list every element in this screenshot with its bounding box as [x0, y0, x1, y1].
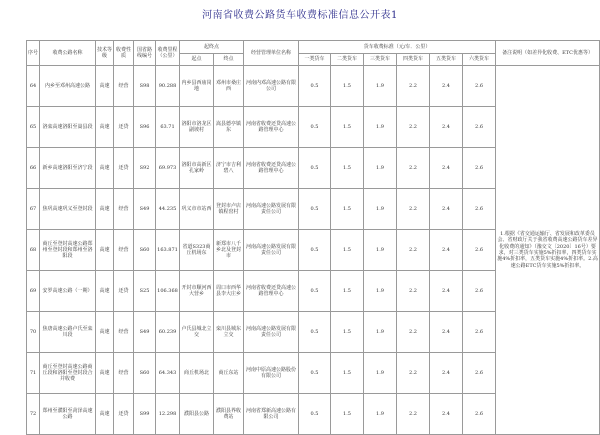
- header-standard: 货车收费标准（元/车．公里）: [299, 41, 496, 54]
- row-rate-class-4: 2.2: [397, 230, 430, 271]
- row-end-point: 济宁市吉利碧八: [214, 148, 244, 189]
- row-rate-class-1: 0.5: [299, 353, 331, 394]
- row-mileage: 12.298: [156, 394, 180, 435]
- row-rate-class-3: 1.9: [364, 230, 397, 271]
- header-class-5: 五类货车: [430, 54, 463, 66]
- row-operator: 河南省收费还贷高速公路管理中心: [244, 271, 299, 312]
- row-rate-class-2: 1.5: [331, 66, 364, 107]
- row-seq: 70: [27, 312, 40, 353]
- row-mileage: 90.288: [156, 66, 180, 107]
- row-rate-class-3: 1.9: [364, 271, 397, 312]
- row-end-point: 登封市卢店镇程窑村: [214, 189, 244, 230]
- row-mileage: 60.239: [156, 312, 180, 353]
- row-route-code: S49: [134, 189, 156, 230]
- row-rate-class-6: 2.6: [463, 312, 496, 353]
- row-rate-class-3: 1.9: [364, 66, 397, 107]
- header-start-end: 起终点: [180, 41, 244, 54]
- row-route-code: S99: [134, 394, 156, 435]
- row-toll-type: 经营: [114, 312, 134, 353]
- row-operator: 河南内邓高速公路有限公司: [244, 66, 299, 107]
- row-rate-class-4: 2.2: [397, 66, 430, 107]
- row-operator: 河南高速公路发展有限责任公司: [244, 312, 299, 353]
- row-rate-class-3: 1.9: [364, 189, 397, 230]
- row-toll-type: 还贷: [114, 271, 134, 312]
- row-tech-grade: 高速: [96, 107, 114, 148]
- header-tech-grade: 技术等级: [96, 41, 114, 66]
- header-class-2: 二类货车: [331, 54, 364, 66]
- row-rate-class-2: 1.5: [331, 107, 364, 148]
- row-tech-grade: 高速: [96, 353, 114, 394]
- row-rate-class-2: 1.5: [331, 312, 364, 353]
- row-end-point: 邓州市桑庄西: [214, 66, 244, 107]
- row-end-point: 商丘东站: [214, 353, 244, 394]
- header-class-1: 一类货车: [299, 54, 331, 66]
- row-operator: 河南高速公路发展有限责任公司: [244, 189, 299, 230]
- row-start-point: 洛阳市高新区孔家岭: [180, 148, 214, 189]
- row-tech-grade: 高速: [96, 394, 114, 435]
- row-rate-class-2: 1.5: [331, 189, 364, 230]
- toll-standard-table: [26, 40, 600, 435]
- row-rate-class-5: 2.4: [430, 312, 463, 353]
- row-toll-type: 还贷: [114, 148, 134, 189]
- row-rate-class-1: 0.5: [299, 189, 331, 230]
- row-seq: 67: [27, 189, 40, 230]
- row-rate-class-4: 2.2: [397, 353, 430, 394]
- row-rate-class-1: 0.5: [299, 394, 331, 435]
- row-road-name: 新乡高速洛阳至济宁段: [40, 148, 96, 189]
- row-road-name: 商丘至登封高速公路商丘段和洛阳至登封段合并收费: [40, 353, 96, 394]
- row-rate-class-5: 2.4: [430, 394, 463, 435]
- row-rate-class-1: 0.5: [299, 230, 331, 271]
- row-rate-class-5: 2.4: [430, 148, 463, 189]
- row-road-name: 商丘至登封高速公路郑州至登封段和郑州至洛阳段: [40, 230, 96, 271]
- row-rate-class-1: 0.5: [299, 271, 331, 312]
- row-seq: 71: [27, 353, 40, 394]
- row-rate-class-5: 2.4: [430, 107, 463, 148]
- row-road-name: 焦唐高速公路卢氏至栾川段: [40, 312, 96, 353]
- row-start-point: 濮阳县公路: [180, 394, 214, 435]
- row-tech-grade: 高速: [96, 230, 114, 271]
- row-toll-type: 经营: [114, 353, 134, 394]
- row-road-name: 郑州至濮阳至菏泽高速公路: [40, 394, 96, 435]
- row-route-code: S92: [134, 148, 156, 189]
- row-seq: 64: [27, 66, 40, 107]
- row-rate-class-4: 2.2: [397, 271, 430, 312]
- row-seq: 65: [27, 107, 40, 148]
- table-row: [27, 66, 600, 107]
- row-rate-class-5: 2.4: [430, 353, 463, 394]
- row-route-code: S25: [134, 271, 156, 312]
- row-rate-class-4: 2.2: [397, 189, 430, 230]
- row-rate-class-3: 1.9: [364, 107, 397, 148]
- row-end-point: 栾川县城东立交: [214, 312, 244, 353]
- row-rate-class-1: 0.5: [299, 107, 331, 148]
- row-rate-class-6: 2.6: [463, 230, 496, 271]
- table-body: [27, 66, 600, 435]
- row-rate-class-6: 2.6: [463, 66, 496, 107]
- row-seq: 72: [27, 394, 40, 435]
- row-rate-class-3: 1.9: [364, 353, 397, 394]
- page-title: 河南省收费公路货车收费标准信息公开表1: [202, 10, 398, 21]
- row-toll-type: 还贷: [114, 394, 134, 435]
- header-seq: 序号: [27, 41, 40, 66]
- row-tech-grade: 高速: [96, 66, 114, 107]
- row-route-code: S60: [134, 230, 156, 271]
- row-tech-grade: 高速: [96, 271, 114, 312]
- row-rate-class-2: 1.5: [331, 353, 364, 394]
- notes-cell: 1.根据《省交通运输厅、省发展和改革委员会、省财政厅关于我省收费高速公路货车差异化收费的通知》（豫交文〔2020〕16号）要求，对三类货车实施5%折扣率，四类货车实施4%折扣率，五类货车实施4%折扣率。2.高速公路ETC货车实施5%折扣率。: [496, 66, 600, 435]
- row-rate-class-6: 2.6: [463, 394, 496, 435]
- row-tech-grade: 高速: [96, 189, 114, 230]
- row-rate-class-3: 1.9: [364, 148, 397, 189]
- row-rate-class-6: 2.6: [463, 271, 496, 312]
- row-start-point: 开封市顺河西大营乡: [180, 271, 214, 312]
- header-start: 起点: [180, 54, 214, 66]
- header-mileage: 收费里程（公里）: [156, 41, 180, 66]
- row-rate-class-1: 0.5: [299, 66, 331, 107]
- row-road-name: 安罗高速公路（一期）: [40, 271, 96, 312]
- header-class-6: 六类货车: [463, 54, 496, 66]
- row-end-point: 周口市西华县李大庄乡: [214, 271, 244, 312]
- row-rate-class-5: 2.4: [430, 230, 463, 271]
- row-operator: 河南高速公路发展有限责任公司: [244, 230, 299, 271]
- row-toll-type: 经营: [114, 230, 134, 271]
- row-mileage: 106.368: [156, 271, 180, 312]
- row-route-code: S49: [134, 312, 156, 353]
- row-rate-class-4: 2.2: [397, 107, 430, 148]
- header-class-3: 三类货车: [364, 54, 397, 66]
- row-rate-class-6: 2.6: [463, 107, 496, 148]
- row-seq: 69: [27, 271, 40, 312]
- row-rate-class-4: 2.2: [397, 312, 430, 353]
- row-operator: 河南中原高速公路股份有限公司: [244, 353, 299, 394]
- row-operator: 河南省收费还贷高速公路管理中心: [244, 107, 299, 148]
- row-rate-class-3: 1.9: [364, 394, 397, 435]
- row-rate-class-6: 2.6: [463, 148, 496, 189]
- row-route-code: S96: [134, 107, 156, 148]
- row-tech-grade: 高速: [96, 148, 114, 189]
- header-road-name: 收费公路名称: [40, 41, 96, 66]
- row-end-point: 濮阳县界收费站: [214, 394, 244, 435]
- row-rate-class-4: 2.2: [397, 148, 430, 189]
- row-tech-grade: 高速: [96, 312, 114, 353]
- row-rate-class-6: 2.6: [463, 353, 496, 394]
- row-start-point: 商丘机场北: [180, 353, 214, 394]
- row-mileage: 163.871: [156, 230, 180, 271]
- row-rate-class-4: 2.2: [397, 394, 430, 435]
- row-toll-type: 经营: [114, 66, 134, 107]
- row-road-name: 内乡至邓州高速公路: [40, 66, 96, 107]
- row-rate-class-2: 1.5: [331, 148, 364, 189]
- row-operator: 河南省收费还贷高速公路管理中心: [244, 148, 299, 189]
- row-start-point: 内乡县西庙岗地: [180, 66, 214, 107]
- row-mileage: 69.973: [156, 148, 180, 189]
- row-road-name: 洛栾高速洛阳至嵩县段: [40, 107, 96, 148]
- row-mileage: 64.343: [156, 353, 180, 394]
- row-rate-class-5: 2.4: [430, 189, 463, 230]
- header-route-code: 国省路线编号: [134, 41, 156, 66]
- header-end: 终点: [214, 54, 244, 66]
- row-mileage: 63.71: [156, 107, 180, 148]
- header-class-4: 四类货车: [397, 54, 430, 66]
- header-toll-type: 收费性质: [114, 41, 134, 66]
- row-rate-class-2: 1.5: [331, 271, 364, 312]
- row-mileage: 44.235: [156, 189, 180, 230]
- row-end-point: 嵩县德亭镇东: [214, 107, 244, 148]
- row-route-code: S98: [134, 66, 156, 107]
- row-seq: 66: [27, 148, 40, 189]
- row-end-point: 新郑市八千乡北及登封市: [214, 230, 244, 271]
- row-start-point: 卢氏县城北立交: [180, 312, 214, 353]
- row-seq: 68: [27, 230, 40, 271]
- row-rate-class-2: 1.5: [331, 230, 364, 271]
- row-route-code: S60: [134, 353, 156, 394]
- row-rate-class-5: 2.4: [430, 66, 463, 107]
- row-road-name: 焦巩高速巩义至登封段: [40, 189, 96, 230]
- row-start-point: 省道S323商丘机场东: [180, 230, 214, 271]
- header-notes: 备注说明（如差异化收费、ETC优惠等）: [496, 41, 600, 66]
- row-rate-class-5: 2.4: [430, 271, 463, 312]
- row-toll-type: 经营: [114, 189, 134, 230]
- row-operator: 河南省郑新高速公路有限公司: [244, 394, 299, 435]
- row-rate-class-3: 1.9: [364, 312, 397, 353]
- row-toll-type: 还贷: [114, 107, 134, 148]
- row-rate-class-6: 2.6: [463, 189, 496, 230]
- row-start-point: 洛阳市洛龙区副坡村: [180, 107, 214, 148]
- row-rate-class-1: 0.5: [299, 148, 331, 189]
- header-operator: 经营管理单位名称: [244, 41, 299, 66]
- row-start-point: 巩义市市站西: [180, 189, 214, 230]
- row-rate-class-1: 0.5: [299, 312, 331, 353]
- row-rate-class-2: 1.5: [331, 394, 364, 435]
